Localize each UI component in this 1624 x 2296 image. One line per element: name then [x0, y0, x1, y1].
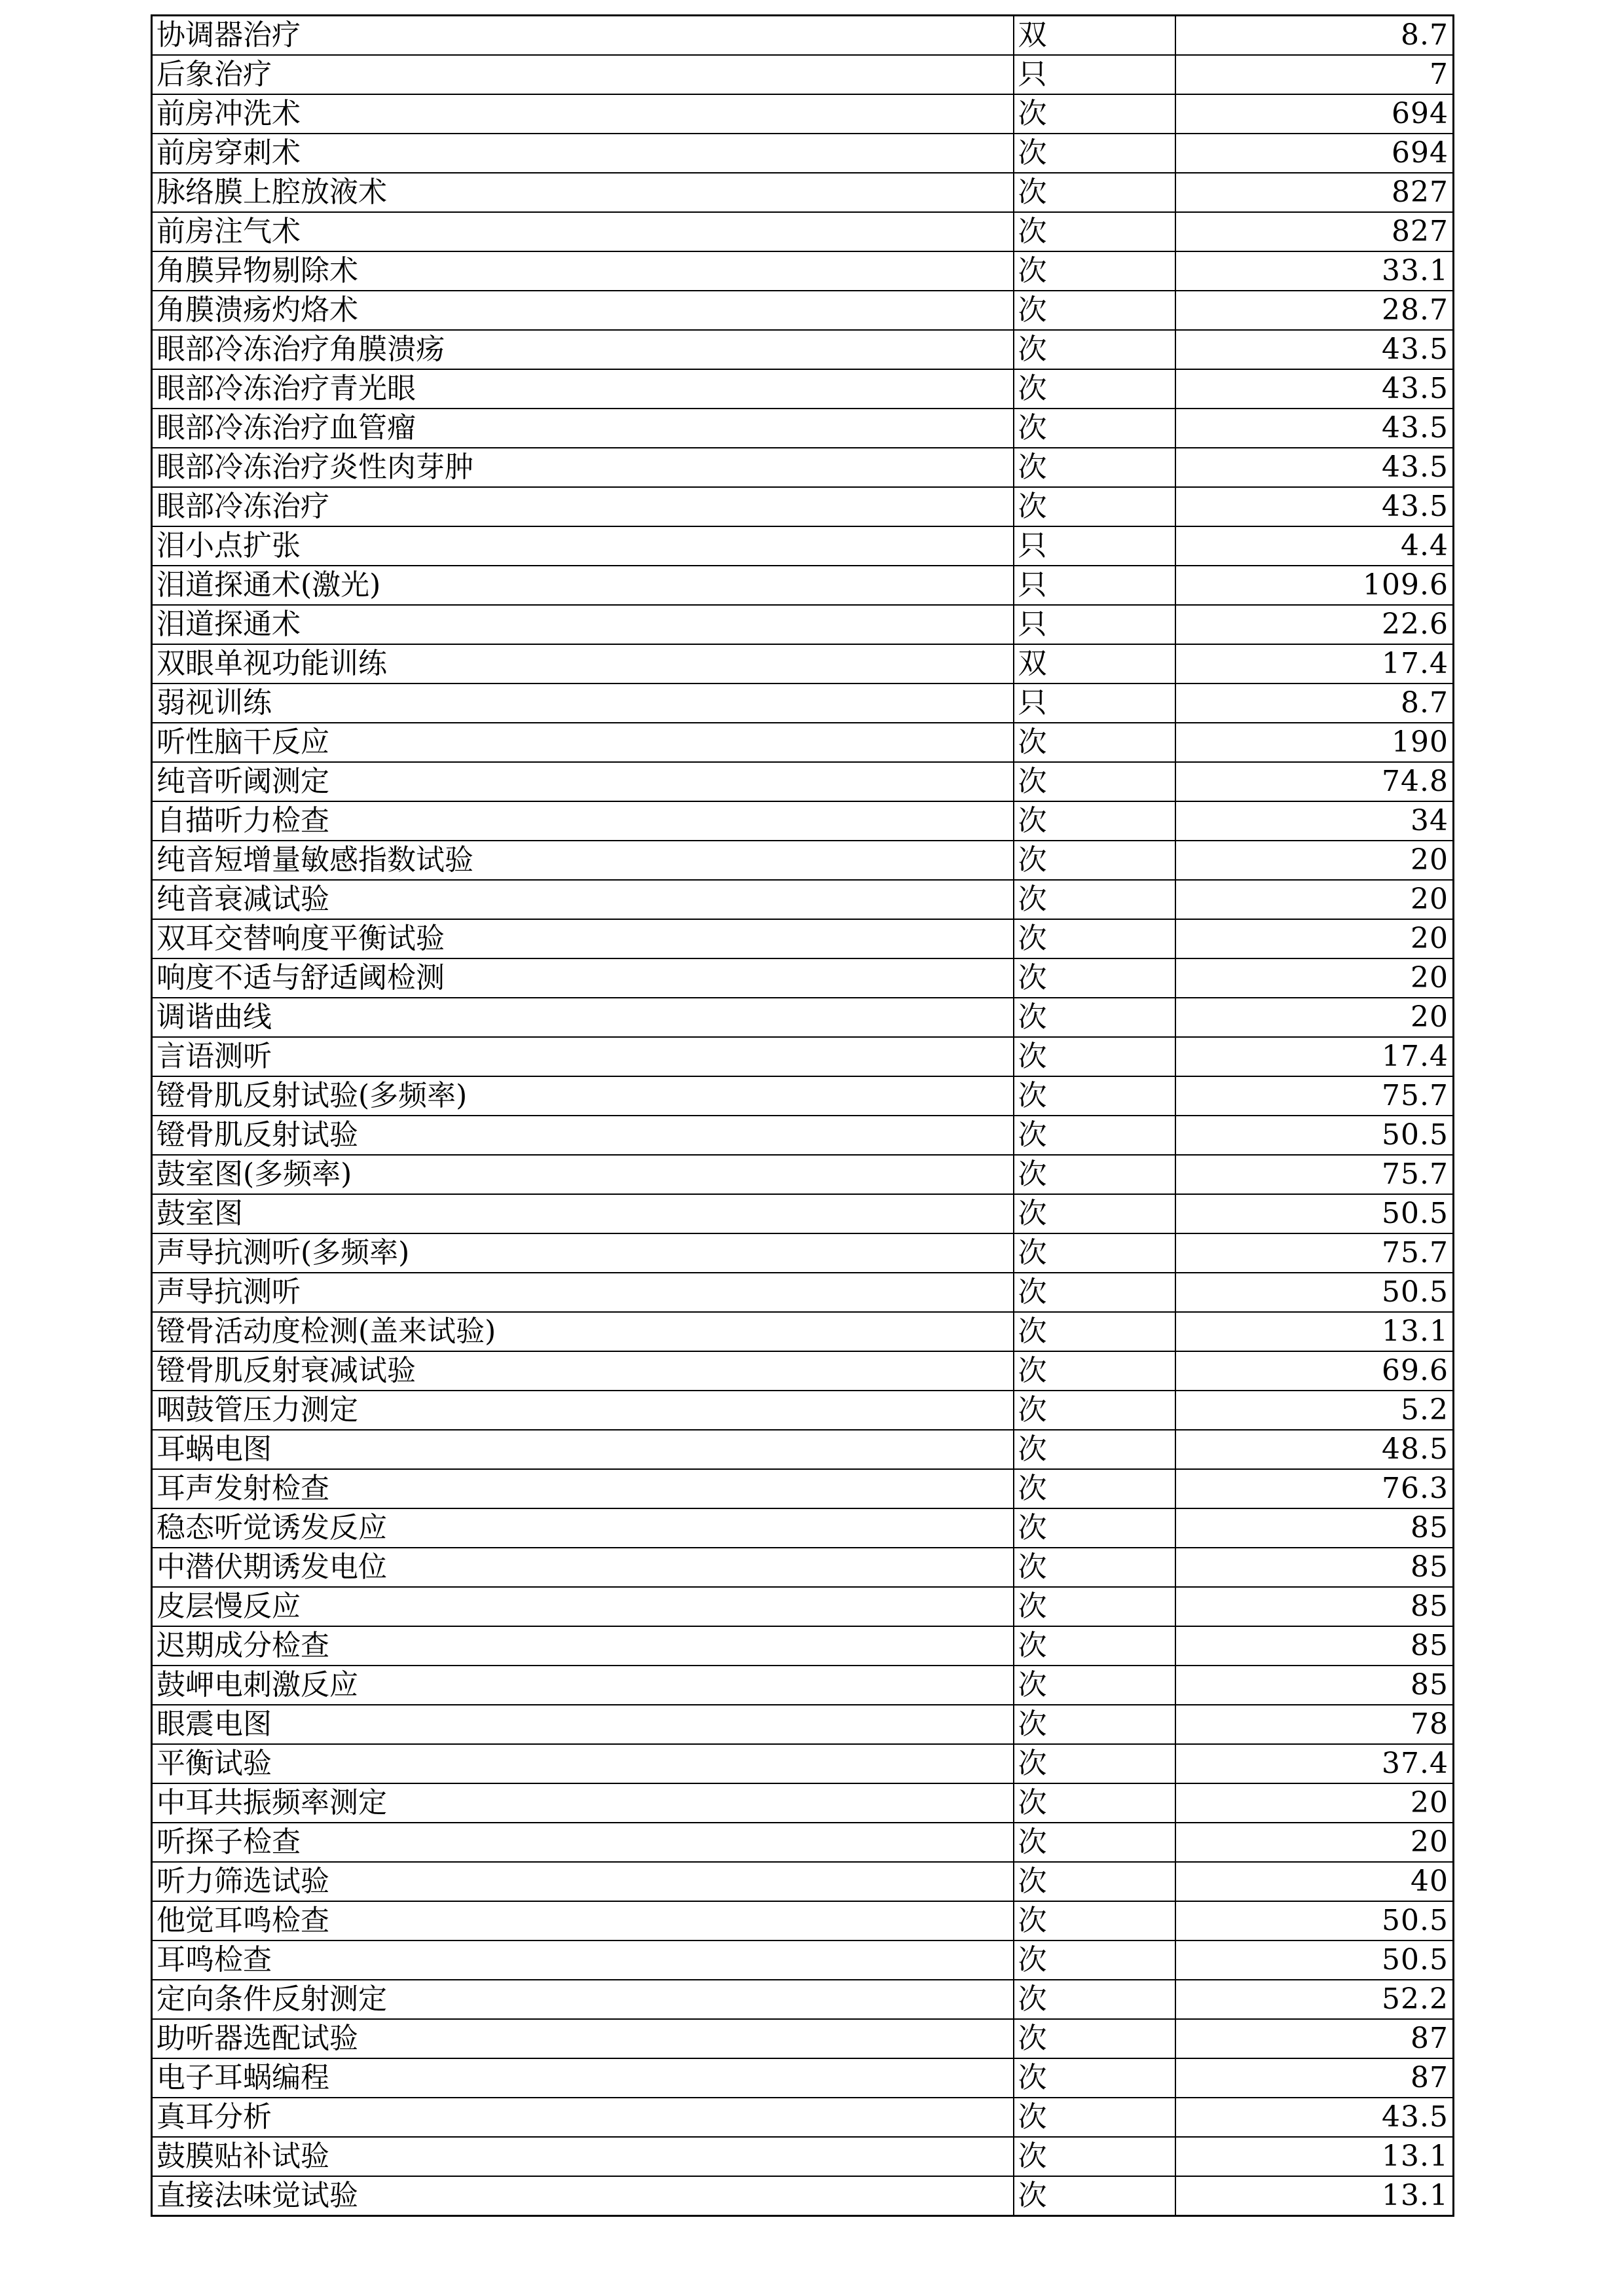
table-row [152, 1587, 1454, 1626]
price-cell: 75.7 [1175, 1076, 1454, 1116]
table-row [152, 1037, 1454, 1076]
table-row [152, 566, 1454, 605]
price-cell: 43.5 [1175, 330, 1454, 369]
service-name-cell: 前房穿刺术 [152, 134, 1014, 173]
price-cell: 694 [1175, 134, 1454, 173]
table-row [152, 880, 1454, 919]
table-row [152, 1862, 1454, 1901]
service-name-cell: 他觉耳鸣检查 [152, 1901, 1014, 1941]
table-row [152, 762, 1454, 801]
unit-cell: 次 [1014, 448, 1175, 487]
table-row [152, 2058, 1454, 2098]
unit-cell: 次 [1014, 330, 1175, 369]
service-name-cell: 中潜伏期诱发电位 [152, 1548, 1014, 1587]
table-row [152, 1312, 1454, 1351]
service-name-cell: 角膜溃疡灼烙术 [152, 291, 1014, 330]
table-row [152, 1233, 1454, 1273]
service-name-cell: 中耳共振频率测定 [152, 1783, 1014, 1823]
service-name-cell: 鼓室图 [152, 1194, 1014, 1233]
unit-cell: 次 [1014, 1391, 1175, 1430]
unit-cell: 次 [1014, 880, 1175, 919]
unit-cell: 次 [1014, 94, 1175, 134]
service-name-cell: 镫骨活动度检测(盖来试验) [152, 1312, 1014, 1351]
unit-cell: 次 [1014, 1233, 1175, 1273]
service-name-cell: 角膜异物剔除术 [152, 251, 1014, 291]
service-name-cell: 弱视训练 [152, 683, 1014, 723]
service-name-cell: 泪小点扩张 [152, 526, 1014, 566]
unit-cell: 次 [1014, 1508, 1175, 1548]
table-row [152, 16, 1454, 56]
price-cell: 75.7 [1175, 1233, 1454, 1273]
price-cell: 22.6 [1175, 605, 1454, 644]
price-cell: 52.2 [1175, 1980, 1454, 2019]
price-cell: 28.7 [1175, 291, 1454, 330]
table-row [152, 1469, 1454, 1508]
service-name-cell: 脉络膜上腔放液术 [152, 173, 1014, 212]
price-cell: 33.1 [1175, 251, 1454, 291]
service-name-cell: 眼部冷冻治疗青光眼 [152, 369, 1014, 409]
unit-cell: 次 [1014, 487, 1175, 526]
price-cell: 827 [1175, 173, 1454, 212]
service-name-cell: 听探子检查 [152, 1823, 1014, 1862]
unit-cell: 次 [1014, 2098, 1175, 2137]
service-name-cell: 前房冲洗术 [152, 94, 1014, 134]
table-row [152, 1351, 1454, 1391]
table-row [152, 723, 1454, 762]
table-row [152, 841, 1454, 880]
unit-cell: 次 [1014, 134, 1175, 173]
price-cell: 69.6 [1175, 1351, 1454, 1391]
unit-cell: 次 [1014, 1941, 1175, 1980]
unit-cell: 次 [1014, 212, 1175, 251]
price-cell: 13.1 [1175, 2137, 1454, 2176]
unit-cell: 次 [1014, 1744, 1175, 1783]
service-name-cell: 平衡试验 [152, 1744, 1014, 1783]
unit-cell: 次 [1014, 723, 1175, 762]
table-row [152, 1941, 1454, 1980]
service-name-cell: 镫骨肌反射试验(多频率) [152, 1076, 1014, 1116]
price-cell: 20 [1175, 880, 1454, 919]
unit-cell: 次 [1014, 1587, 1175, 1626]
unit-cell: 次 [1014, 762, 1175, 801]
price-cell: 78 [1175, 1705, 1454, 1744]
service-name-cell: 后象治疗 [152, 55, 1014, 94]
unit-cell: 次 [1014, 1469, 1175, 1508]
service-name-cell: 真耳分析 [152, 2098, 1014, 2137]
table-row [152, 2019, 1454, 2058]
price-cell: 85 [1175, 1587, 1454, 1626]
table-row [152, 644, 1454, 683]
table-row [152, 958, 1454, 998]
service-name-cell: 自描听力检查 [152, 801, 1014, 841]
table-row [152, 683, 1454, 723]
unit-cell: 次 [1014, 2137, 1175, 2176]
service-name-cell: 听性脑干反应 [152, 723, 1014, 762]
service-name-cell: 镫骨肌反射试验 [152, 1116, 1014, 1155]
price-cell: 13.1 [1175, 2176, 1454, 2216]
price-cell: 20 [1175, 919, 1454, 958]
unit-cell: 次 [1014, 409, 1175, 448]
service-name-cell: 定向条件反射测定 [152, 1980, 1014, 2019]
price-cell: 37.4 [1175, 1744, 1454, 1783]
unit-cell: 次 [1014, 1076, 1175, 1116]
price-cell: 50.5 [1175, 1901, 1454, 1941]
service-name-cell: 协调器治疗 [152, 16, 1014, 56]
unit-cell: 次 [1014, 1430, 1175, 1469]
price-cell: 20 [1175, 958, 1454, 998]
price-cell: 20 [1175, 1823, 1454, 1862]
unit-cell: 次 [1014, 2176, 1175, 2216]
table-row [152, 1508, 1454, 1548]
table-row [152, 55, 1454, 94]
table-row [152, 409, 1454, 448]
service-name-cell: 咽鼓管压力测定 [152, 1391, 1014, 1430]
service-name-cell: 纯音衰减试验 [152, 880, 1014, 919]
price-cell: 76.3 [1175, 1469, 1454, 1508]
price-cell: 85 [1175, 1626, 1454, 1666]
service-name-cell: 眼震电图 [152, 1705, 1014, 1744]
price-cell: 20 [1175, 998, 1454, 1037]
service-name-cell: 调谐曲线 [152, 998, 1014, 1037]
unit-cell: 次 [1014, 919, 1175, 958]
unit-cell: 次 [1014, 1705, 1175, 1744]
unit-cell: 次 [1014, 369, 1175, 409]
price-cell: 43.5 [1175, 487, 1454, 526]
unit-cell: 次 [1014, 291, 1175, 330]
price-cell: 85 [1175, 1508, 1454, 1548]
unit-cell: 次 [1014, 1626, 1175, 1666]
table-row [152, 1666, 1454, 1705]
table-row [152, 1430, 1454, 1469]
unit-cell: 次 [1014, 1666, 1175, 1705]
unit-cell: 次 [1014, 173, 1175, 212]
service-name-cell: 双耳交替响度平衡试验 [152, 919, 1014, 958]
table-row [152, 212, 1454, 251]
table-row [152, 605, 1454, 644]
unit-cell: 次 [1014, 2058, 1175, 2098]
service-name-cell: 鼓岬电刺激反应 [152, 1666, 1014, 1705]
unit-cell: 次 [1014, 1980, 1175, 2019]
unit-cell: 只 [1014, 566, 1175, 605]
table-row [152, 919, 1454, 958]
unit-cell: 双 [1014, 644, 1175, 683]
table-row [152, 330, 1454, 369]
price-cell: 17.4 [1175, 644, 1454, 683]
service-name-cell: 电子耳蜗编程 [152, 2058, 1014, 2098]
unit-cell: 双 [1014, 16, 1175, 56]
table-row [152, 1823, 1454, 1862]
unit-cell: 次 [1014, 1037, 1175, 1076]
price-cell: 190 [1175, 723, 1454, 762]
unit-cell: 次 [1014, 1548, 1175, 1587]
service-name-cell: 鼓室图(多频率) [152, 1155, 1014, 1194]
price-cell: 17.4 [1175, 1037, 1454, 1076]
service-name-cell: 泪道探通术 [152, 605, 1014, 644]
table-row [152, 1273, 1454, 1312]
price-cell: 50.5 [1175, 1273, 1454, 1312]
unit-cell: 次 [1014, 958, 1175, 998]
unit-cell: 次 [1014, 998, 1175, 1037]
table-row [152, 1076, 1454, 1116]
table-row [152, 526, 1454, 566]
table-body [152, 16, 1454, 2216]
service-name-cell: 鼓膜贴补试验 [152, 2137, 1014, 2176]
unit-cell: 次 [1014, 801, 1175, 841]
price-cell: 85 [1175, 1548, 1454, 1587]
table-row [152, 1391, 1454, 1430]
table-row [152, 173, 1454, 212]
service-name-cell: 纯音短增量敏感指数试验 [152, 841, 1014, 880]
service-name-cell: 双眼单视功能训练 [152, 644, 1014, 683]
table-row [152, 2137, 1454, 2176]
price-cell: 20 [1175, 1783, 1454, 1823]
price-cell: 8.7 [1175, 683, 1454, 723]
price-cell: 8.7 [1175, 16, 1454, 56]
table-row [152, 1626, 1454, 1666]
table-row [152, 291, 1454, 330]
price-cell: 48.5 [1175, 1430, 1454, 1469]
unit-cell: 次 [1014, 1823, 1175, 1862]
service-name-cell: 眼部冷冻治疗血管瘤 [152, 409, 1014, 448]
unit-cell: 次 [1014, 251, 1175, 291]
service-name-cell: 响度不适与舒适阈检测 [152, 958, 1014, 998]
service-name-cell: 眼部冷冻治疗角膜溃疡 [152, 330, 1014, 369]
price-cell: 50.5 [1175, 1116, 1454, 1155]
table-row [152, 487, 1454, 526]
price-cell: 85 [1175, 1666, 1454, 1705]
table-row [152, 1548, 1454, 1587]
service-name-cell: 声导抗测听(多频率) [152, 1233, 1014, 1273]
service-name-cell: 声导抗测听 [152, 1273, 1014, 1312]
price-cell: 43.5 [1175, 409, 1454, 448]
service-name-cell: 眼部冷冻治疗炎性肉芽肿 [152, 448, 1014, 487]
price-cell: 34 [1175, 801, 1454, 841]
unit-cell: 次 [1014, 1862, 1175, 1901]
table-row [152, 1980, 1454, 2019]
unit-cell: 次 [1014, 1116, 1175, 1155]
price-cell: 43.5 [1175, 369, 1454, 409]
service-name-cell: 言语测听 [152, 1037, 1014, 1076]
table-row [152, 801, 1454, 841]
service-name-cell: 稳态听觉诱发反应 [152, 1508, 1014, 1548]
service-name-cell: 助听器选配试验 [152, 2019, 1014, 2058]
unit-cell: 次 [1014, 1312, 1175, 1351]
unit-cell: 次 [1014, 841, 1175, 880]
unit-cell: 次 [1014, 1351, 1175, 1391]
service-name-cell: 迟期成分检查 [152, 1626, 1014, 1666]
unit-cell: 只 [1014, 605, 1175, 644]
service-name-cell: 耳声发射检查 [152, 1469, 1014, 1508]
table-row [152, 1155, 1454, 1194]
price-cell: 827 [1175, 212, 1454, 251]
price-cell: 75.7 [1175, 1155, 1454, 1194]
table-row [152, 1194, 1454, 1233]
service-name-cell: 眼部冷冻治疗 [152, 487, 1014, 526]
service-name-cell: 耳鸣检查 [152, 1941, 1014, 1980]
price-cell: 50.5 [1175, 1194, 1454, 1233]
table-row [152, 369, 1454, 409]
table-row [152, 998, 1454, 1037]
price-cell: 5.2 [1175, 1391, 1454, 1430]
table-row [152, 251, 1454, 291]
table-row [152, 1705, 1454, 1744]
service-name-cell: 镫骨肌反射衰减试验 [152, 1351, 1014, 1391]
price-cell: 50.5 [1175, 1941, 1454, 1980]
table-row [152, 1116, 1454, 1155]
unit-cell: 次 [1014, 2019, 1175, 2058]
service-name-cell: 皮层慢反应 [152, 1587, 1014, 1626]
table-row [152, 1744, 1454, 1783]
price-cell: 40 [1175, 1862, 1454, 1901]
table-row [152, 94, 1454, 134]
unit-cell: 次 [1014, 1194, 1175, 1233]
price-cell: 694 [1175, 94, 1454, 134]
unit-cell: 次 [1014, 1901, 1175, 1941]
service-name-cell: 耳蜗电图 [152, 1430, 1014, 1469]
price-cell: 74.8 [1175, 762, 1454, 801]
price-cell: 20 [1175, 841, 1454, 880]
service-name-cell: 纯音听阈测定 [152, 762, 1014, 801]
price-cell: 109.6 [1175, 566, 1454, 605]
table-row [152, 1783, 1454, 1823]
price-cell: 7 [1175, 55, 1454, 94]
price-cell: 4.4 [1175, 526, 1454, 566]
table-row [152, 448, 1454, 487]
unit-cell: 只 [1014, 526, 1175, 566]
table-row [152, 2098, 1454, 2137]
service-name-cell: 听力筛选试验 [152, 1862, 1014, 1901]
service-name-cell: 前房注气术 [152, 212, 1014, 251]
price-cell: 43.5 [1175, 448, 1454, 487]
unit-cell: 次 [1014, 1273, 1175, 1312]
price-cell: 43.5 [1175, 2098, 1454, 2137]
table-row [152, 134, 1454, 173]
service-name-cell: 直接法味觉试验 [152, 2176, 1014, 2216]
unit-cell: 次 [1014, 1155, 1175, 1194]
unit-cell: 只 [1014, 55, 1175, 94]
table-row [152, 1901, 1454, 1941]
unit-cell: 次 [1014, 1783, 1175, 1823]
price-cell: 87 [1175, 2058, 1454, 2098]
table-row [152, 2176, 1454, 2216]
service-name-cell: 泪道探通术(激光) [152, 566, 1014, 605]
price-cell: 13.1 [1175, 1312, 1454, 1351]
price-cell: 87 [1175, 2019, 1454, 2058]
medical-service-price-table [151, 14, 1454, 2217]
unit-cell: 只 [1014, 683, 1175, 723]
